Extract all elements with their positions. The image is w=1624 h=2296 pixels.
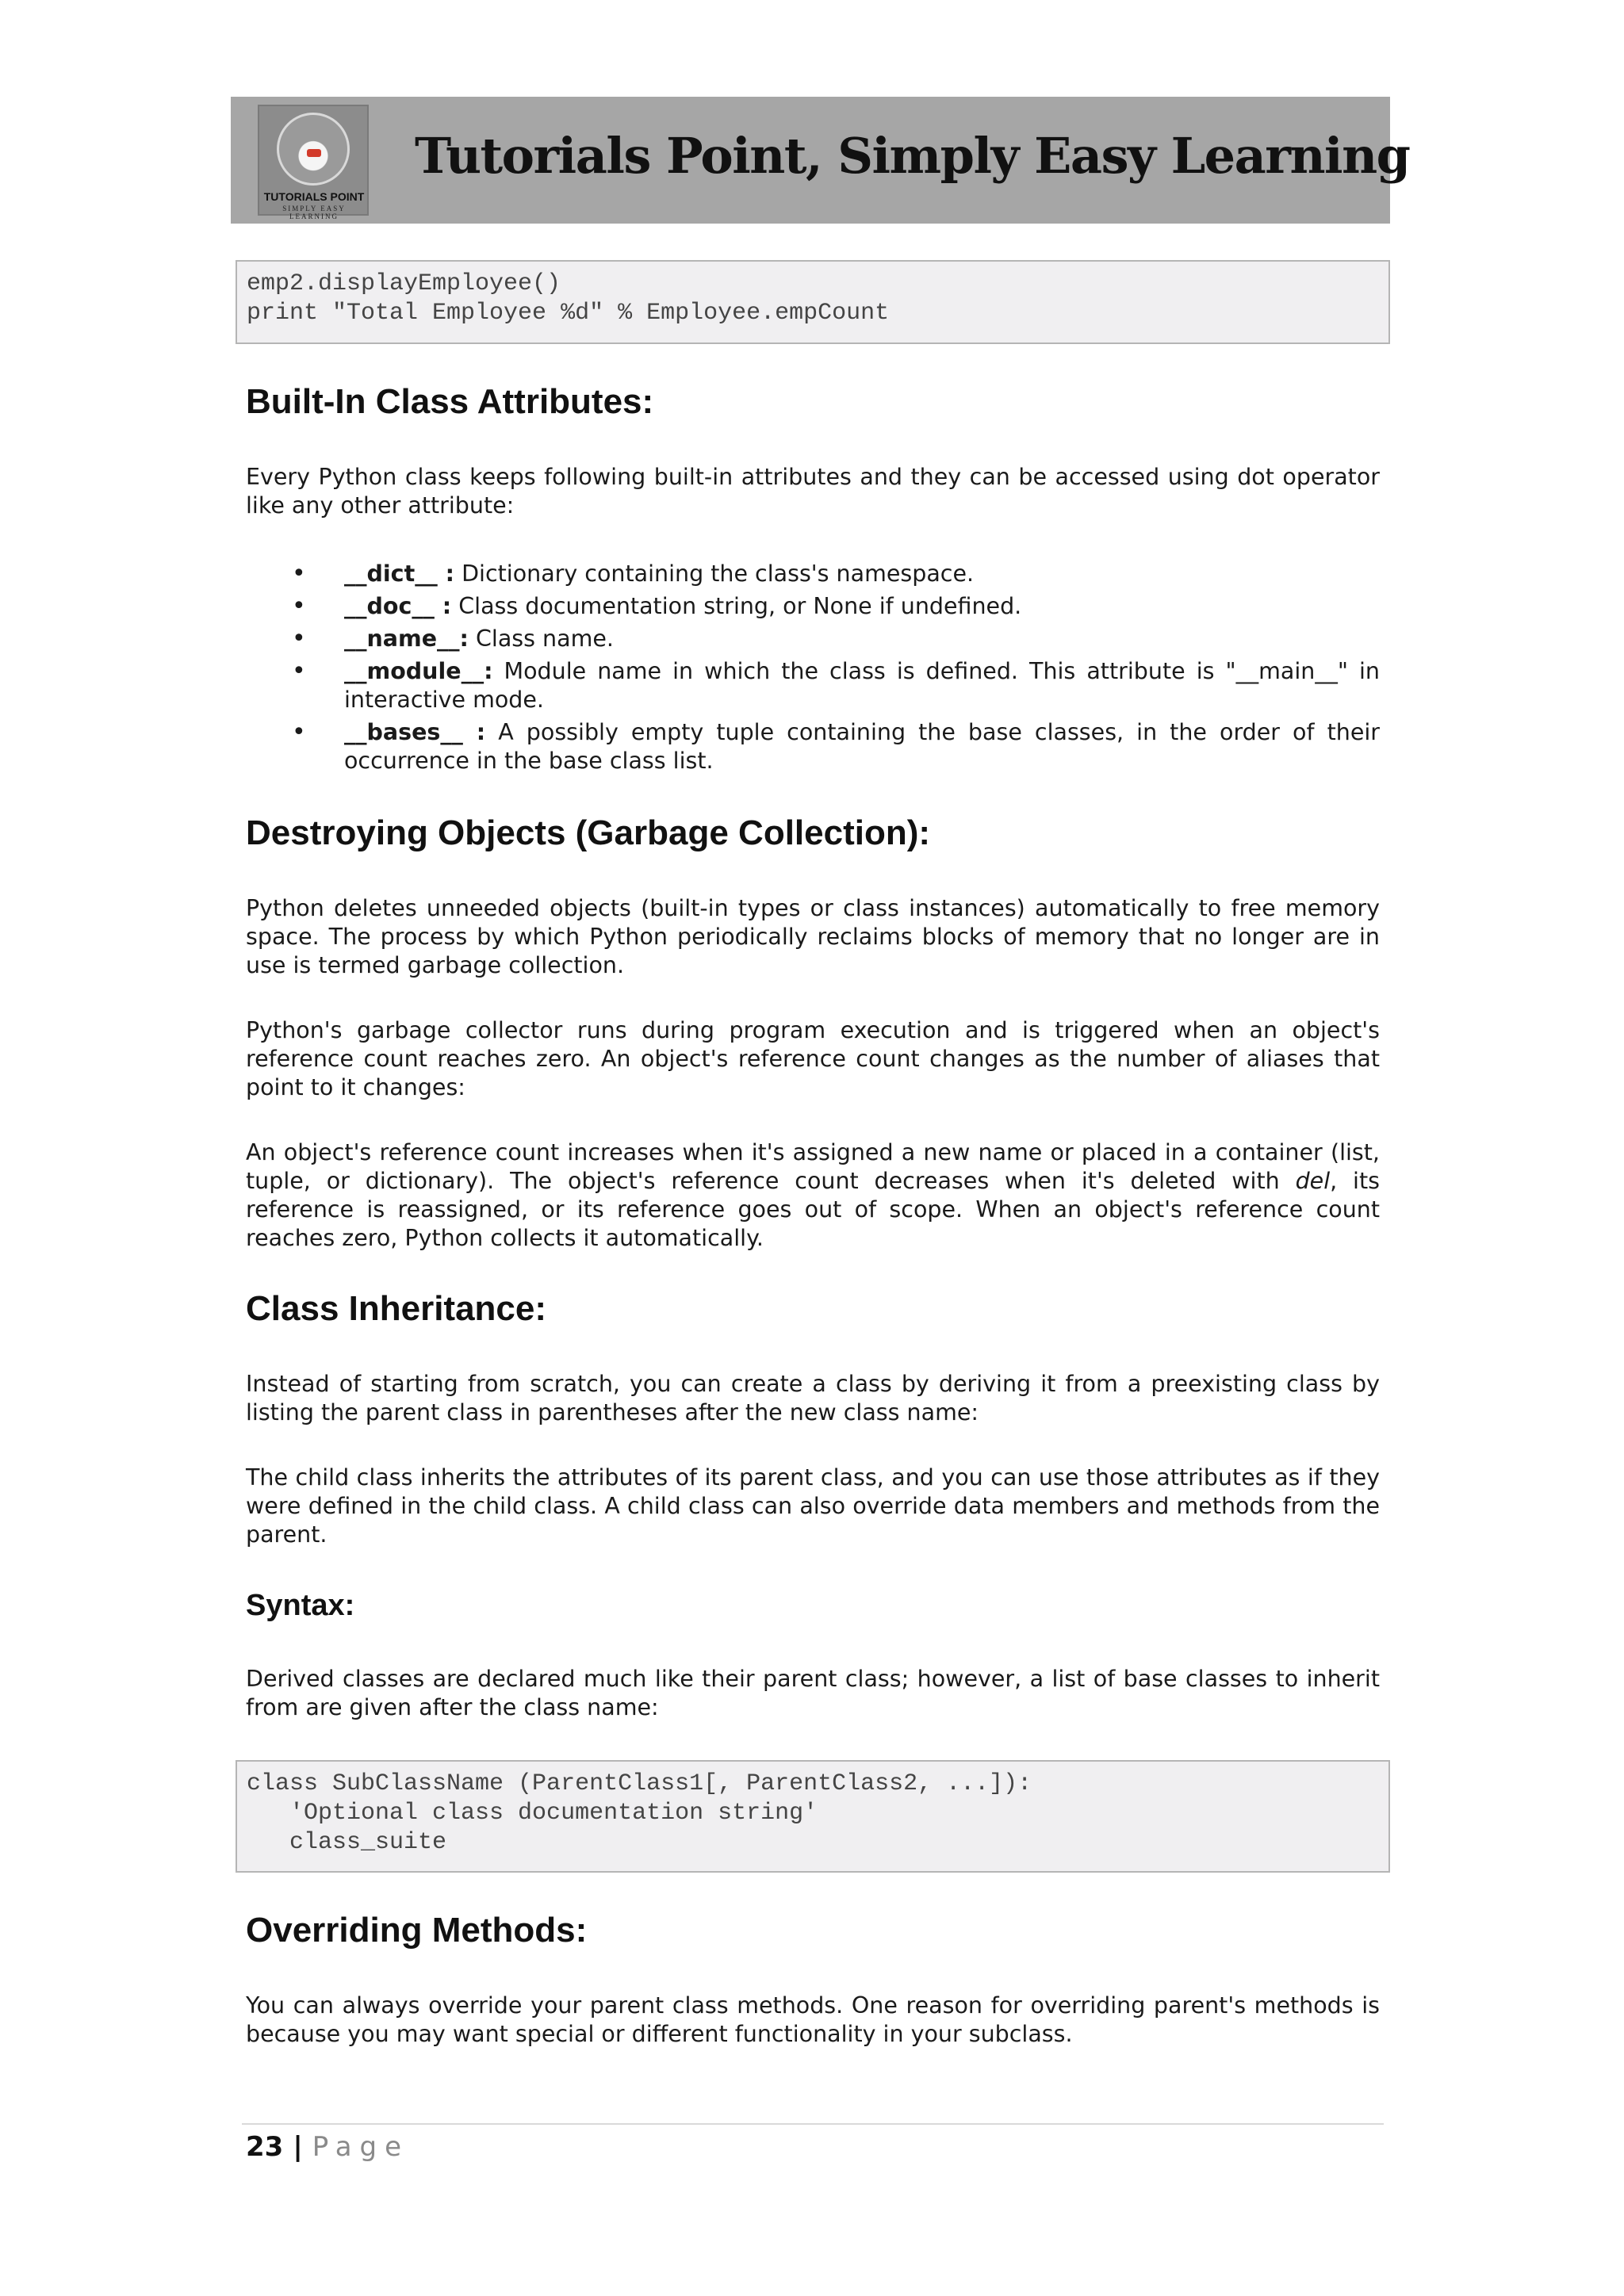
paragraph-reference-count [246,1138,1380,1253]
page-footer [246,2131,409,2163]
list-item [246,625,1380,653]
attribute-desc: Module name in which the class is defined. This attribute is "__main__" in interactive mode. [344,658,1380,713]
footer-divider [242,2123,1384,2125]
paragraph-inheritance-child: The child class inherits the attributes of its parent class, and you can use those attributes as if they were defined in the child class. A child class can also override data members and methods from the parent. [246,1464,1380,1548]
paragraph-intro-attributes: Every Python class keeps following built-in attributes and they can be accessed using dot operator like any other attribute: [246,464,1380,519]
text-run: An object's reference count increases when it's assigned a new name or placed in a container (list, tuple, or dictionary). The object's reference count decreases when it's deleted with [246,1139,1380,1194]
bullet-icon: • [292,625,306,652]
tutorialspoint-logo [258,105,369,220]
logo-text: TUTORIALS POINT [263,190,365,203]
list-item [246,657,1380,714]
attribute-term: __name__: [344,626,469,652]
code-line: 'Optional class documentation string' [247,1800,818,1827]
bullet-icon: • [292,718,306,746]
attribute-desc: Dictionary containing the class's namespace. [454,561,975,587]
heading-built-in-class-attributes: Built-In Class Attributes: [246,382,654,421]
code-block-display-employee [236,260,1390,344]
paragraph-overriding: You can always override your parent class methods. One reason for overriding parent's methods is because you may want special or different functionality in your subclass. [246,1992,1380,2047]
attribute-term: __bases__ : [344,719,486,745]
code-line: class_suite [247,1829,447,1856]
header-title: Tutorials Point, Simply Easy Learning [415,127,1410,185]
list-item [246,718,1380,775]
attribute-term: __dict__ : [344,561,455,587]
attribute-term: __module__: [344,658,493,684]
page-number: 23 [246,2131,284,2163]
attribute-list [246,560,1380,779]
attribute-term: __doc__ : [344,593,452,619]
attribute-desc: Class documentation string, or None if undefined. [451,593,1022,619]
attribute-desc: A possibly empty tuple containing the base classes, in the order of their occurrence in the base class list. [344,719,1380,774]
logo-subtext: SIMPLY EASY LEARNING [282,205,346,220]
bullet-icon: • [292,560,306,587]
list-item [246,560,1380,588]
heading-class-inheritance: Class Inheritance: [246,1289,547,1328]
page-header [231,97,1410,224]
paragraph-gc-trigger: Python's garbage collector runs during program execution and is triggered when an object's reference count reaches zero. An object's reference count changes as the number of aliases that point to it changes: [246,1017,1380,1100]
heading-destroying-objects: Destroying Objects (Garbage Collection): [246,813,931,852]
code-line: emp2.displayEmployee() [247,270,561,297]
heading-syntax: Syntax: [246,1589,355,1622]
paragraph-gc-intro: Python deletes unneeded objects (built-in types or class instances) automatically to free memory space. The process by which Python periodically reclaims blocks of memory that no longer are in use is termed garbage collection. [246,895,1380,978]
text-run: , its reference is reassigned, or its reference goes out of scope. When an object's reference count reaches zero, Python collects it automatically. [246,1168,1380,1251]
attribute-desc: Class name. [468,626,614,652]
list-item [246,592,1380,621]
bullet-icon: • [292,657,306,685]
code-line: class SubClassName (ParentClass1[, ParentClass2, ...]): [247,1770,1032,1797]
bullet-icon: • [292,592,306,620]
paragraph-syntax: Derived classes are declared much like their parent class; however, a list of base classes to inherit from are given after the class name: [246,1666,1380,1720]
emphasis-del: del [1295,1168,1331,1194]
footer-separator: | [293,2131,303,2163]
logo-mouse-icon [307,149,321,157]
code-line: print "Total Employee %d" % Employee.empCount [247,300,890,327]
paragraph-inheritance-intro: Instead of starting from scratch, you can create a class by deriving it from a preexisting class by listing the parent class in parentheses after the new class name: [246,1371,1380,1425]
page-label: Page [312,2131,410,2163]
heading-overriding-methods: Overriding Methods: [246,1911,588,1950]
code-block-syntax [236,1760,1390,1873]
